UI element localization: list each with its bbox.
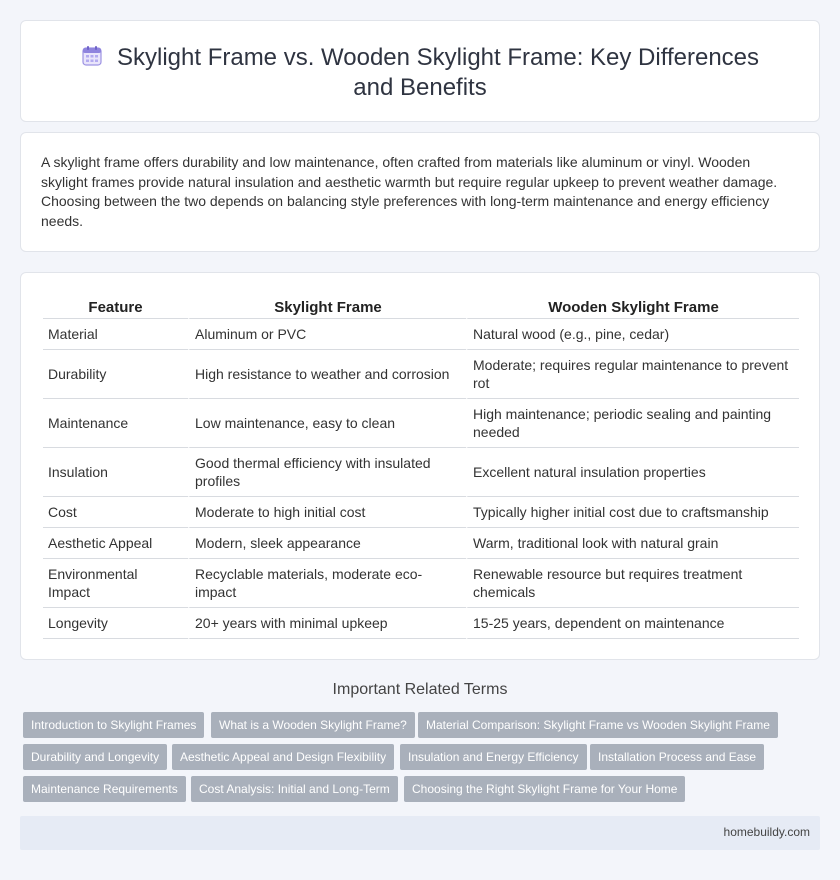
table-row	[43, 559, 799, 608]
tag-insulation-energy-efficiency[interactable]: Insulation and Energy Efficiency	[400, 744, 587, 770]
page-title: Skylight Frame vs. Wooden Skylight Frame: Key Differences and Benefits	[116, 44, 760, 101]
table-row	[43, 528, 799, 559]
cell-feature: Environmental Impact	[43, 559, 188, 608]
header-wooden-skylight-frame: Wooden Skylight Frame	[466, 295, 799, 319]
cell-feature: Insulation	[43, 448, 188, 497]
table-row	[43, 319, 799, 350]
page-title-wrap	[61, 43, 779, 103]
cell-wooden: Natural wood (e.g., pine, cedar)	[466, 319, 799, 350]
cell-wooden: Excellent natural insulation properties	[466, 448, 799, 497]
tag-maintenance-requirements[interactable]: Maintenance Requirements	[23, 776, 186, 802]
tag-durability-and-longevity[interactable]: Durability and Longevity	[23, 744, 167, 770]
table-row	[43, 608, 799, 639]
header-skylight-frame: Skylight Frame	[188, 295, 466, 319]
cell-feature: Durability	[43, 350, 188, 399]
cell-skylight: Modern, sleek appearance	[188, 528, 466, 559]
cell-skylight: Recyclable materials, moderate eco-impact	[188, 559, 466, 608]
cell-wooden: Renewable resource but requires treatment chemicals	[466, 559, 799, 608]
footer	[20, 816, 820, 850]
cell-skylight: High resistance to weather and corrosion	[188, 350, 466, 399]
cell-wooden: Warm, traditional look with natural grain	[466, 528, 799, 559]
cell-wooden: 15-25 years, dependent on maintenance	[466, 608, 799, 639]
table-row	[43, 350, 799, 399]
cell-skylight: Aluminum or PVC	[188, 319, 466, 350]
cell-feature: Longevity	[43, 608, 188, 639]
tag-cost-analysis[interactable]: Cost Analysis: Initial and Long-Term	[191, 776, 398, 802]
cell-wooden: High maintenance; periodic sealing and painting needed	[466, 399, 799, 448]
comparison-table-card	[20, 272, 820, 660]
table-header-row	[43, 295, 799, 319]
related-terms-heading: Important Related Terms	[332, 681, 508, 698]
cell-feature: Aesthetic Appeal	[43, 528, 188, 559]
cell-skylight: 20+ years with minimal upkeep	[188, 608, 466, 639]
table-row	[43, 399, 799, 448]
tag-material-comparison[interactable]: Material Comparison: Skylight Frame vs Wooden Skylight Frame	[418, 712, 778, 738]
tag-aesthetic-appeal[interactable]: Aesthetic Appeal and Design Flexibility	[172, 744, 394, 770]
cell-wooden: Moderate; requires regular maintenance to prevent rot	[466, 350, 799, 399]
cell-feature: Material	[43, 319, 188, 350]
intro-card	[20, 132, 820, 252]
table-row	[43, 497, 799, 528]
header-feature: Feature	[43, 295, 188, 319]
title-card	[20, 20, 820, 122]
table-row	[43, 448, 799, 497]
cell-wooden: Typically higher initial cost due to craftsmanship	[466, 497, 799, 528]
intro-paragraph: A skylight frame offers durability and low maintenance, often crafted from materials like aluminum or vinyl. Wooden skylight frames provide natural insulation and aesthetic warmth but require regular upkeep to prevent weather damage. Choosing between the two depends on balancing style preferences with long-term maintenance and energy efficiency needs.	[41, 154, 778, 229]
tag-installation-process[interactable]: Installation Process and Ease	[590, 744, 764, 770]
tag-introduction-to-skylight-frames[interactable]: Introduction to Skylight Frames	[23, 712, 204, 738]
tag-choosing-right-frame[interactable]: Choosing the Right Skylight Frame for Your Home	[404, 776, 685, 802]
calendar-grid-icon	[81, 45, 103, 67]
cell-feature: Cost	[43, 497, 188, 528]
comparison-table	[43, 295, 799, 639]
footer-site-link[interactable]: homebuildy.com	[723, 825, 810, 839]
cell-skylight: Moderate to high initial cost	[188, 497, 466, 528]
tag-what-is-wooden-skylight-frame[interactable]: What is a Wooden Skylight Frame?	[211, 712, 415, 738]
cell-skylight: Good thermal efficiency with insulated profiles	[188, 448, 466, 497]
cell-feature: Maintenance	[43, 399, 188, 448]
cell-skylight: Low maintenance, easy to clean	[188, 399, 466, 448]
